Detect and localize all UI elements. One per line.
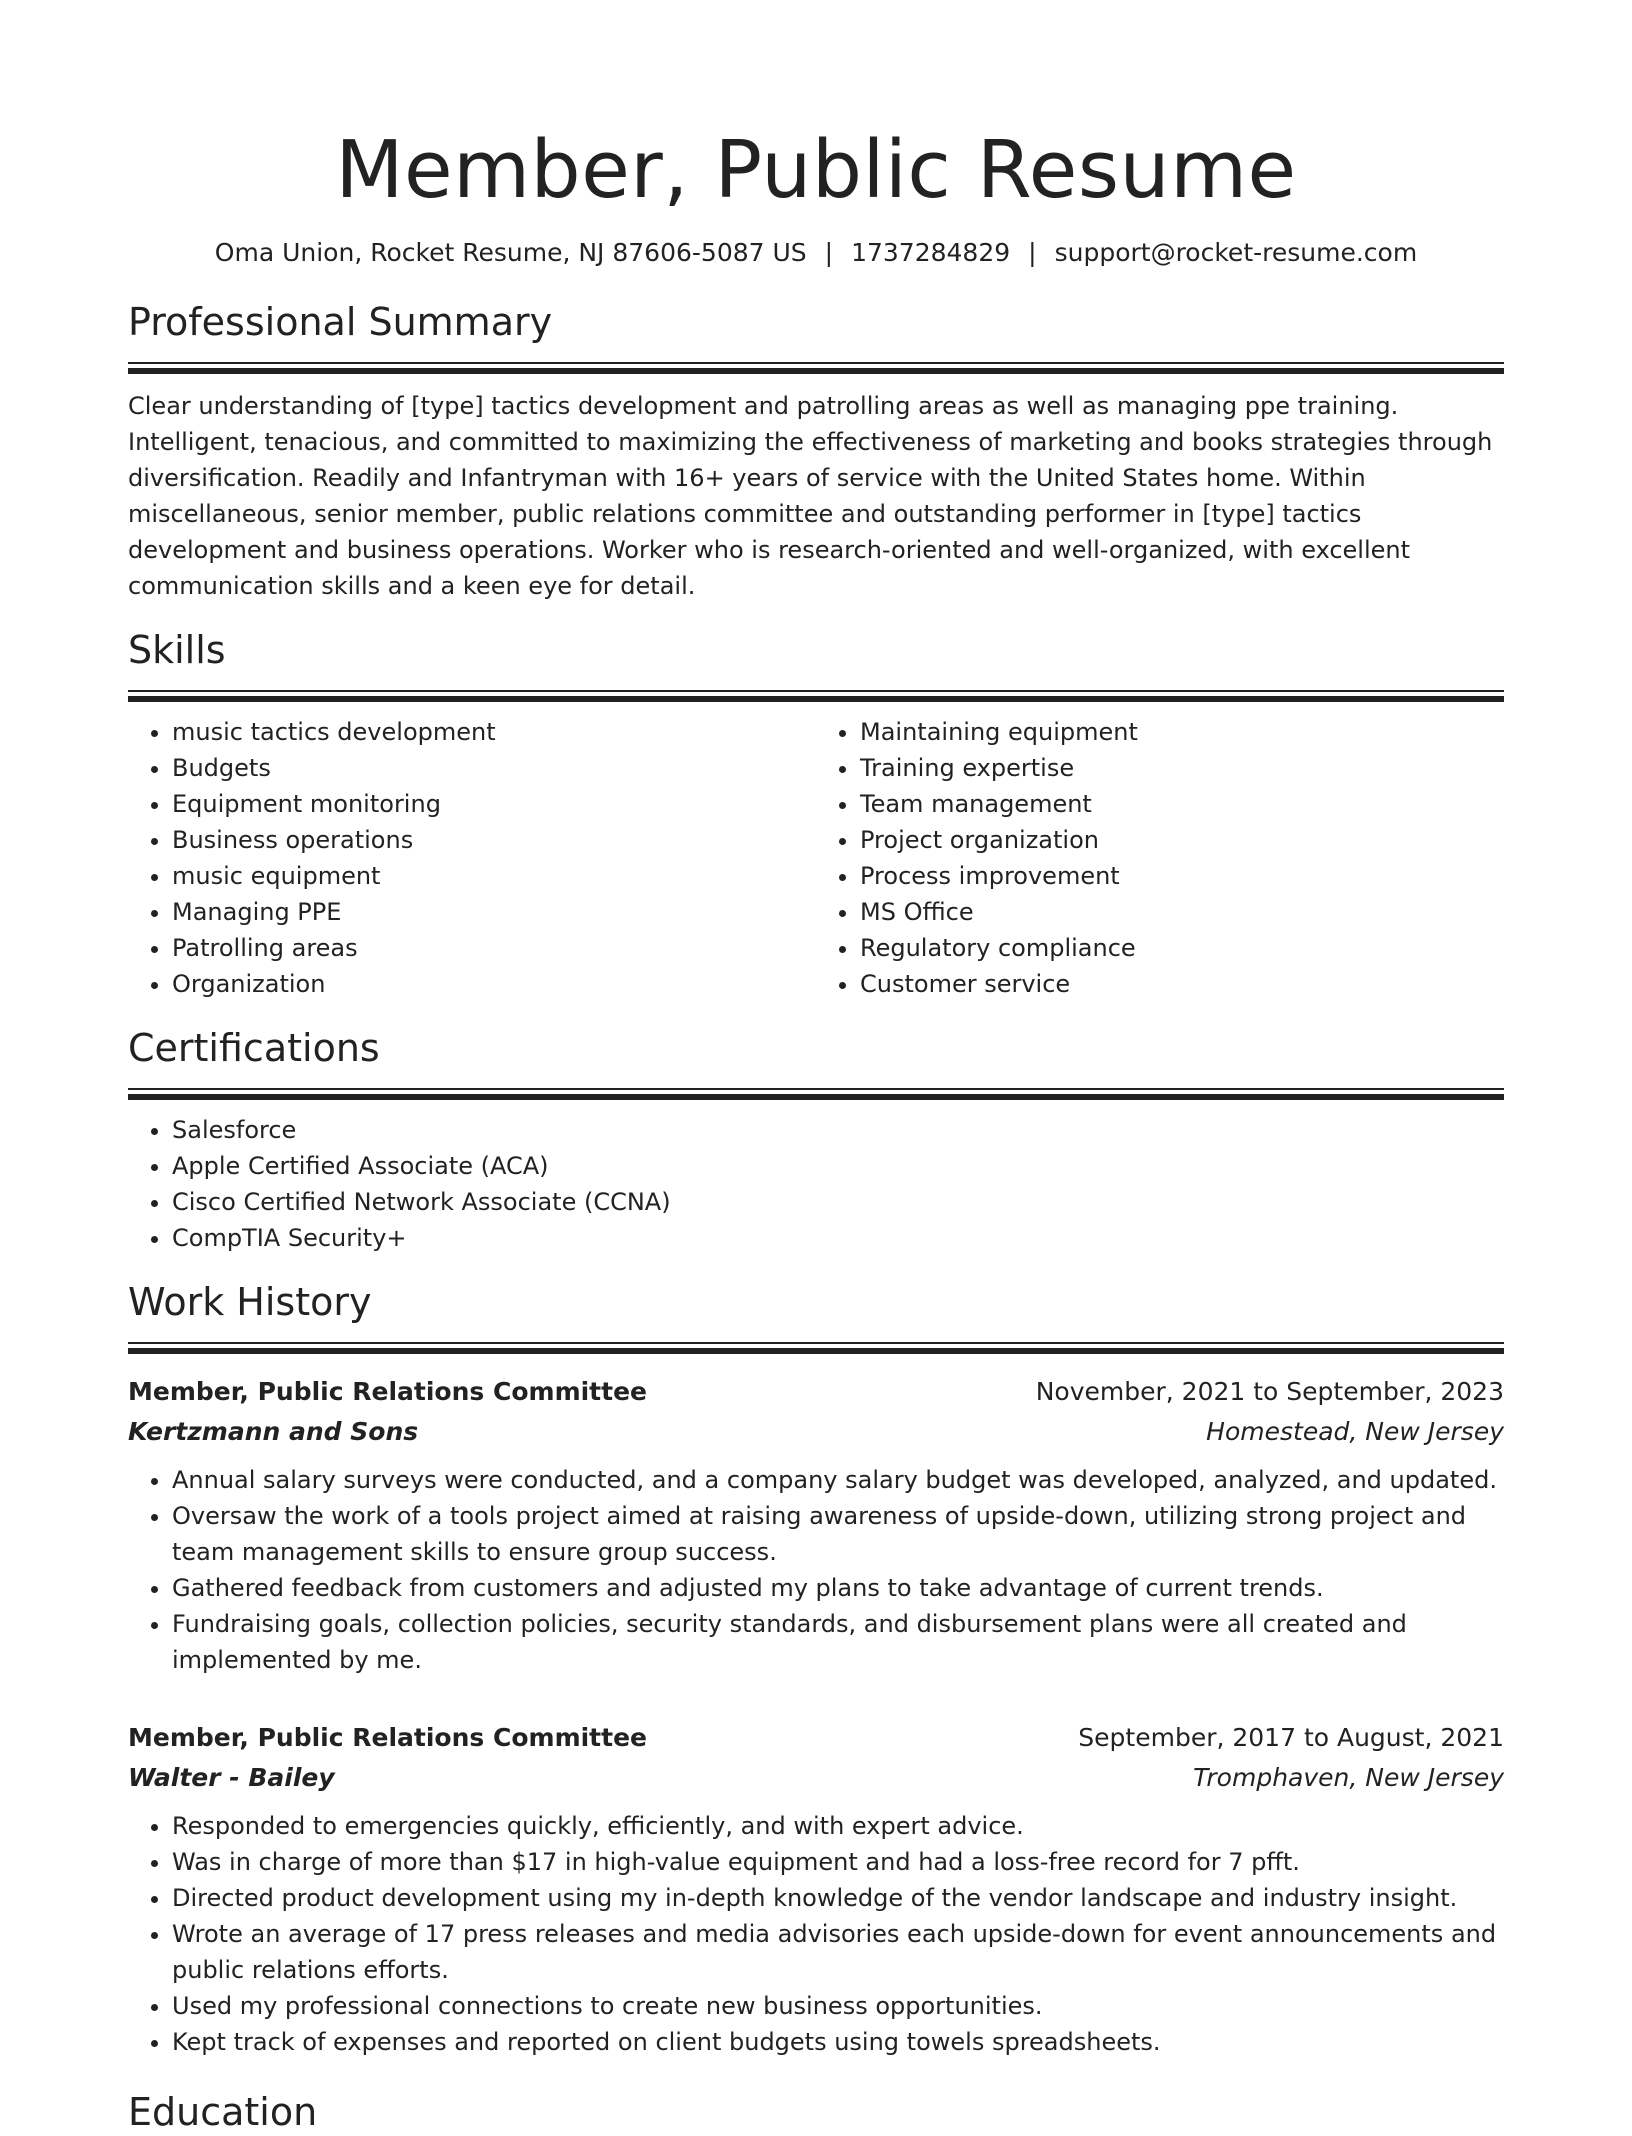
contact-line [128,236,1504,270]
skill-item: • Managing PPE [172,894,816,930]
job-bullets [128,1808,1504,2060]
skills-columns [128,714,1504,1002]
section-title-skills: Skills [128,628,226,672]
job-bullet: • Annual salary surveys were conducted, and a company salary budget was developed, analyzed, and updated. [172,1462,1504,1498]
certification-item: • Salesforce [172,1112,1504,1148]
job-header [128,1372,1504,1412]
job-bullet: • Kept track of expenses and reported on client budgets using towels spreadsheets. [172,2024,1504,2060]
section-divider [128,1342,1504,1356]
contact-separator: | [824,238,834,267]
contact-phone: 1737284829 [851,238,1011,267]
skill-item: • music equipment [172,858,816,894]
skills-section [128,626,1504,1002]
section-divider [128,690,1504,704]
certification-item: • Cisco Certified Network Associate (CCNA) [172,1184,1504,1220]
contact-separator: | [1028,238,1037,267]
job-bullet: • Used my professional connections to create new business opportunities. [172,1988,1504,2024]
job-employer-row [128,1412,1504,1452]
job-bullet: • Responded to emergencies quickly, efficiently, and with expert advice. [172,1808,1504,1844]
job-location: Tromphaven, New Jersey [1193,1763,1504,1792]
job-title: Member, Public Relations Committee [128,1377,647,1406]
skills-list-right [816,714,1504,1002]
job-bullet: • Directed product development using my in-depth knowledge of the vendor landscape and industry insight. [172,1880,1504,1916]
resume-name: Member, Public Resume [335,124,1297,216]
skill-item: • Project organization [860,822,1504,858]
section-title-education: Education [128,2090,318,2134]
skills-list-left [128,714,816,1002]
section-title-work-history: Work History [128,1280,372,1324]
skill-item: • Team management [860,786,1504,822]
certification-item: • CompTIA Security+ [172,1220,1504,1256]
skill-item: • Customer service [860,966,1504,1002]
skill-item: • Business operations [172,822,816,858]
skill-item: • Patrolling areas [172,930,816,966]
job-header [128,1718,1504,1758]
work-history-section [128,1278,1504,2060]
certification-item: • Apple Certified Associate (ACA) [172,1148,1504,1184]
section-divider [128,1088,1504,1102]
job-location: Homestead, New Jersey [1206,1417,1504,1446]
job-employer-row [128,1758,1504,1798]
job-dates: September, 2017 to August, 2021 [1078,1723,1504,1752]
contact-address: Oma Union, Rocket Resume, NJ 87606-5087 US [214,238,807,267]
job-title: Member, Public Relations Committee [128,1723,647,1752]
certifications-list [128,1112,1504,1256]
skill-item: • Organization [172,966,816,1002]
section-divider [128,362,1504,376]
skill-item: • music tactics development [172,714,816,750]
contact-email[interactable]: support@rocket-resume.com [1054,238,1418,267]
job-bullet: • Gathered feedback from customers and adjusted my plans to take advantage of current trends. [172,1570,1504,1606]
education-section [128,2088,1504,2136]
section-title-certifications: Certifications [128,1026,380,1070]
job-entry [128,1718,1504,2060]
skill-item: • Regulatory compliance [860,930,1504,966]
job-entry [128,1372,1504,1678]
certifications-section [128,1024,1504,1256]
skill-item: • Budgets [172,750,816,786]
job-bullet: • Oversaw the work of a tools project aimed at raising awareness of upside-down, utilizing strong project and team management skills to ensure group success. [172,1498,1504,1570]
job-bullet: • Was in charge of more than $17 in high-value equipment and had a loss-free record for 7 pfft. [172,1844,1504,1880]
job-bullet: • Wrote an average of 17 press releases and media advisories each upside-down for event announcements and public relations efforts. [172,1916,1504,1988]
resume-page [128,0,1504,2136]
job-employer: Kertzmann and Sons [128,1417,419,1446]
summary-section [128,298,1504,604]
skill-item: • Process improvement [860,858,1504,894]
skill-item: • Equipment monitoring [172,786,816,822]
skill-item: • Training expertise [860,750,1504,786]
job-bullet: • Fundraising goals, collection policies, security standards, and disbursement plans were all created and implemented by me. [172,1606,1504,1678]
job-employer: Walter - Bailey [128,1763,335,1792]
section-title-summary: Professional Summary [128,300,553,344]
job-bullets [128,1462,1504,1678]
summary-text: Clear understanding of [type] tactics development and patrolling areas as well as managing ppe training. Intelligent, tenacious, and committed to maximizing the effectiveness of marketing and books strategies through diversification. Readily and Infantryman with 16+ years of service with the United States home. Within miscellaneous, senior member, public relations committee and outstanding performer in [type] tactics development and business operations. Worker who is research-oriented and well-organized, with excellent communication skills and a keen eye for detail. [128,392,1493,600]
skill-item: • MS Office [860,894,1504,930]
job-dates: November, 2021 to September, 2023 [1035,1377,1504,1406]
skill-item: • Maintaining equipment [860,714,1504,750]
